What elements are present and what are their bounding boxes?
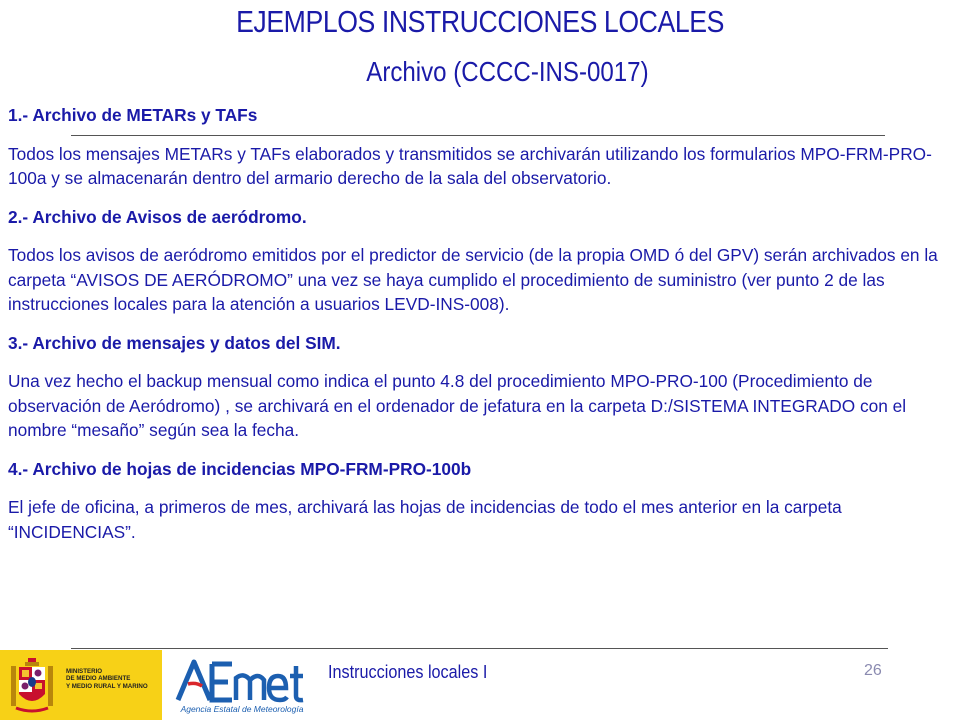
aemet-agency-name: Agencia Estatal de Meteorología bbox=[180, 704, 304, 714]
aemet-logo-icon bbox=[172, 656, 312, 706]
section-heading-3: 3.- Archivo de mensajes y datos del SIM. bbox=[8, 332, 341, 353]
ministry-line: DE MEDIO AMBIENTE bbox=[66, 675, 131, 683]
section-body-4: El jefe de oficina, a primeros de mes, archivará las hojas de incidencias de todo el mes anterior en la carpeta “INCIDENCIAS”. bbox=[8, 497, 842, 542]
coat-of-arms-icon bbox=[8, 656, 56, 714]
footer-label: Instrucciones locales I bbox=[328, 662, 488, 682]
ministry-line: MINISTERIO bbox=[66, 668, 103, 675]
page-number: 26 bbox=[864, 662, 882, 679]
ministry-name bbox=[66, 668, 162, 690]
section-body-3: Una vez hecho el backup mensual como indica el punto 4.8 del procedimiento MPO-PRO-100 (Procedimiento de observación de Aeródromo) , se archivará en el ordenador de jefatura en la carpeta D:/SISTEMA INTEGRADO con el nombre “mesaño” según sea la fecha. bbox=[8, 371, 907, 440]
ministry-line: Y MEDIO RURAL Y MARINO bbox=[66, 682, 148, 690]
section-body-1: Todos los mensajes METARs y TAFs elaborados y transmitidos se archivarán utilizando los formularios MPO-FRM-PRO-100a y se almacenarán dentro del armario derecho de la sala del observatorio. bbox=[8, 143, 932, 188]
section-heading-2: 2.- Archivo de Avisos de aeródromo. bbox=[8, 206, 307, 227]
slide-content bbox=[8, 103, 948, 544]
section-heading-1: 1.- Archivo de METARs y TAFs bbox=[8, 105, 258, 125]
footer-divider bbox=[71, 648, 888, 649]
heading-divider bbox=[71, 135, 885, 136]
section-body-2: Todos los avisos de aeródromo emitidos por el predictor de servicio (de la propia OMD ó del GPV) serán archivados en la carpeta “AVISOS DE AERÓDROMO” una vez se haya cumplido el procedimiento de suministro (ver punto 2 de las instrucciones locales para la atención a usuarios LEVD-INS-008). bbox=[8, 245, 938, 314]
ministry-logo bbox=[0, 650, 162, 720]
aemet-logo bbox=[172, 656, 312, 720]
slide-subtitle: Archivo (CCCC-INS-0017) bbox=[366, 56, 649, 87]
section-heading-4: 4.- Archivo de hojas de incidencias MPO-FRM-PRO-100b bbox=[8, 458, 472, 479]
slide-title: EJEMPLOS INSTRUCCIONES LOCALES bbox=[236, 4, 724, 39]
